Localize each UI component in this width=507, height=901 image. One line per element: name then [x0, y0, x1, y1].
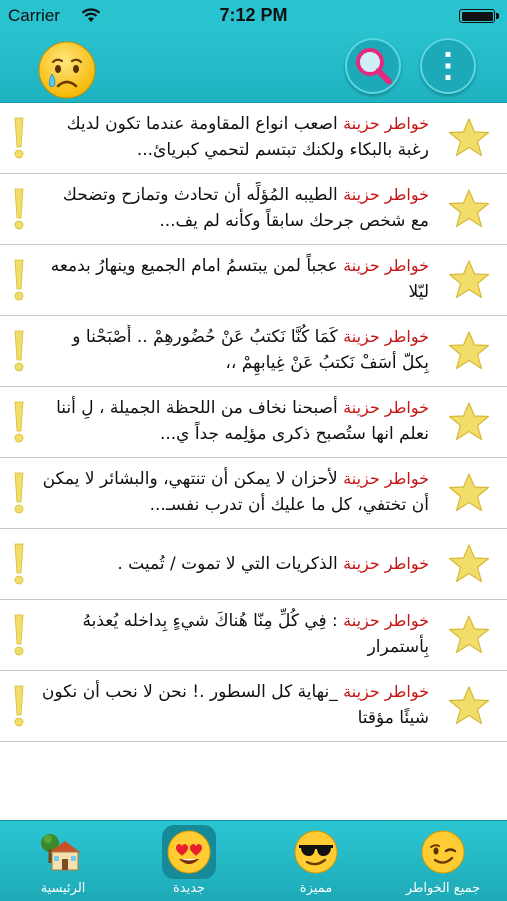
- quote-text: [40, 182, 429, 238]
- quote-text: [40, 253, 429, 309]
- category-tag: خواطر حزينة: [343, 327, 429, 346]
- exclamation-icon: [13, 543, 25, 585]
- quote-body: _نهاية كل السطور .! نحن لا نحب أن نكون شيئًا مؤقتا: [41, 682, 429, 728]
- quote-text: [40, 608, 429, 664]
- list-item[interactable]: [0, 245, 507, 316]
- exclamation-icon: [13, 188, 25, 230]
- list-item[interactable]: [0, 458, 507, 529]
- heart-eyes-face-icon: [166, 829, 212, 875]
- star-icon[interactable]: [447, 613, 491, 657]
- quote-body: لأحزان لا يمكن أن تنتهي، والبشائر لا يمكن أن تختفي، كل ما عليك أن تدرب نفسـ...: [42, 469, 429, 515]
- category-tag: خواطر حزينة: [343, 469, 429, 488]
- magnifier-icon: [345, 38, 401, 94]
- quote-text: [40, 549, 429, 605]
- category-tag: خواطر حزينة: [343, 114, 429, 133]
- quote-body: اصعب انواع المقاومة عندما تكون لديك رغبة بالبكاء ولكنك تبتسم لتحمي كبريائ...: [66, 114, 429, 160]
- list-item[interactable]: [0, 671, 507, 742]
- quote-body: الذكريات التي لا تموت / تُميت .: [117, 554, 338, 574]
- list-item[interactable]: [0, 600, 507, 671]
- menu-button[interactable]: [420, 38, 476, 94]
- quote-body: : فِي كُلِّ مِنّا هُناكَ شيءٍ بِداخله يُعذبهُ بِأستمرار: [82, 611, 429, 657]
- exclamation-icon: [13, 117, 25, 159]
- quote-text: [40, 466, 429, 522]
- battery-icon: [459, 9, 495, 23]
- home-icon: [40, 829, 86, 875]
- quote-text: [40, 679, 429, 735]
- category-tag: خواطر حزينة: [343, 554, 429, 573]
- winking-face-icon: [420, 829, 466, 875]
- exclamation-icon: [13, 614, 25, 656]
- list-item[interactable]: [0, 316, 507, 387]
- category-tag: خواطر حزينة: [343, 256, 429, 275]
- category-tag: خواطر حزينة: [343, 611, 429, 630]
- tab-label: مميزة: [299, 881, 333, 896]
- exclamation-icon: [13, 401, 25, 443]
- quotes-list: [0, 103, 507, 742]
- star-icon[interactable]: [447, 542, 491, 586]
- more-vertical-icon: [420, 38, 476, 94]
- tab-new[interactable]: [126, 821, 252, 901]
- tab-all-quotes[interactable]: [380, 821, 506, 901]
- exclamation-icon: [13, 685, 25, 727]
- tab-featured[interactable]: [253, 821, 379, 901]
- list-item[interactable]: [0, 103, 507, 174]
- navigation-bar: [0, 32, 507, 103]
- category-tag: خواطر حزينة: [343, 398, 429, 417]
- category-tag: خواطر حزينة: [343, 682, 429, 701]
- list-item[interactable]: [0, 174, 507, 245]
- exclamation-icon: [13, 472, 25, 514]
- category-tag: خواطر حزينة: [343, 185, 429, 204]
- carrier-label: Carrier: [8, 6, 60, 25]
- quote-body: الطيبه المُؤلِّه أن تحادث وتمازح وتضحك مع شخص جرحك سابقاً وكأنه لم يف...: [62, 185, 429, 231]
- star-icon[interactable]: [447, 400, 491, 444]
- quote-text: [40, 324, 429, 380]
- status-time: 7:12 PM: [219, 5, 288, 25]
- list-item[interactable]: [0, 529, 507, 600]
- exclamation-icon: [13, 259, 25, 301]
- tab-home[interactable]: [0, 821, 126, 901]
- quote-text: [40, 111, 429, 167]
- star-icon[interactable]: [447, 258, 491, 302]
- tab-label: الرئيسية: [40, 881, 86, 896]
- star-icon[interactable]: [447, 116, 491, 160]
- tab-label: جميع الخواطر: [405, 881, 481, 896]
- star-icon[interactable]: [447, 187, 491, 231]
- quote-text: [40, 395, 429, 451]
- list-item[interactable]: [0, 387, 507, 458]
- quote-body: عجباً لمن يبتسمُ امام الجميع وينهارُ بدمعه ليّلا: [50, 256, 429, 302]
- crying-face-icon: [37, 40, 97, 100]
- star-icon[interactable]: [447, 684, 491, 728]
- tab-label: جديدة: [172, 881, 206, 896]
- tab-bar: [0, 820, 507, 901]
- star-icon[interactable]: [447, 471, 491, 515]
- star-icon[interactable]: [447, 329, 491, 373]
- search-button[interactable]: [345, 38, 401, 94]
- status-bar: [0, 0, 507, 32]
- quote-body: كَمَا كُنَّا نَكتبُ عَنْ حُضُورهِمْ .. أَصْبَحْنا و بِكلّ أسَفْ نَكتبُ عَنْ غِيابهِمْ ،،: [72, 327, 429, 373]
- sunglasses-face-icon: [293, 829, 339, 875]
- exclamation-icon: [13, 330, 25, 372]
- quote-body: أصبحنا نخاف من اللحظة الجميلة ، لِ أننا نعلم انها ستُصبح ذكرى مؤلِمه جداً ي...: [56, 398, 429, 444]
